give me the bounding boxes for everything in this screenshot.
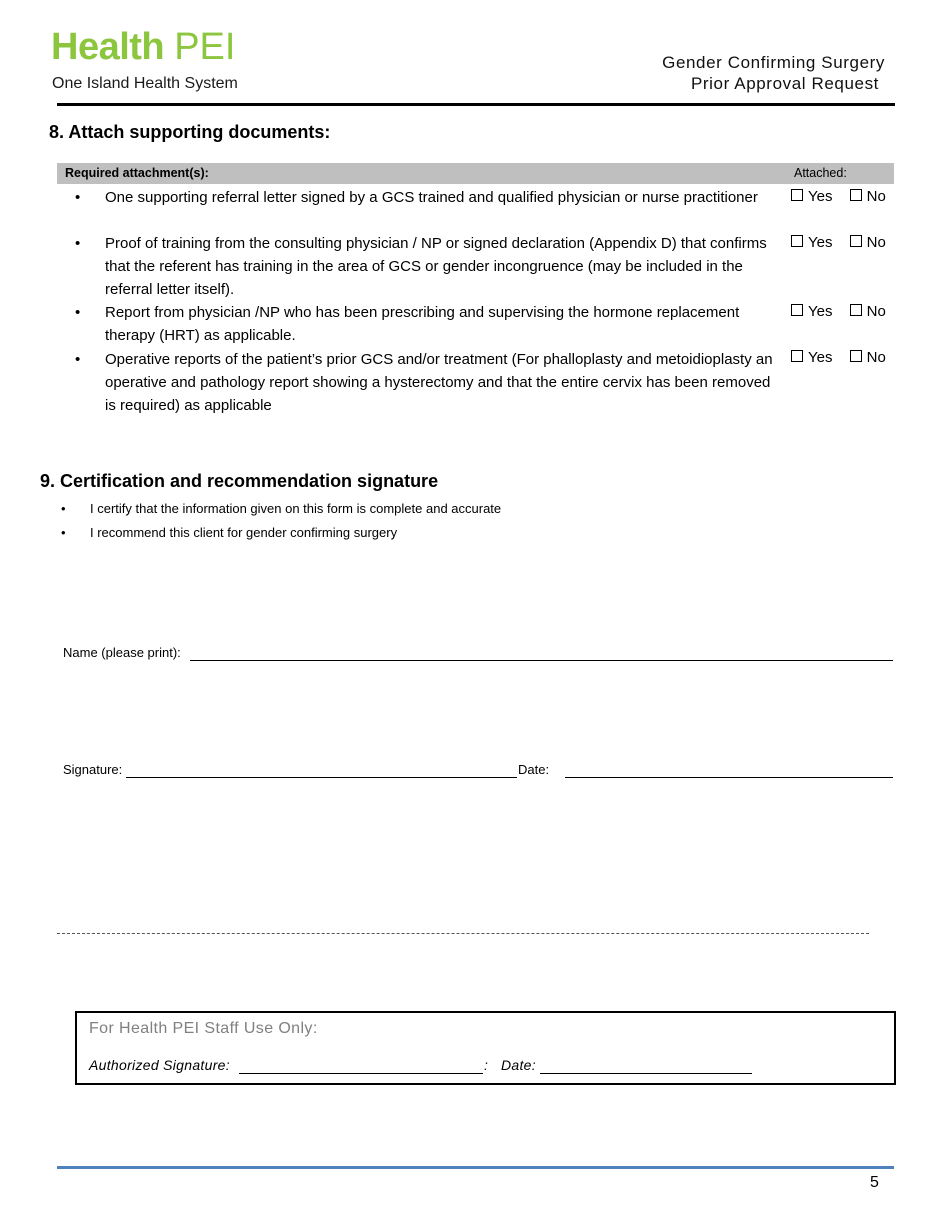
logo-subtitle: One Island Health System — [52, 75, 238, 92]
section-9-title: 9. Certification and recommendation signature — [40, 471, 439, 491]
yes-checkbox[interactable] — [791, 235, 803, 247]
bullet: • — [75, 189, 81, 206]
no-option[interactable] — [850, 349, 886, 367]
bullet: • — [75, 235, 81, 252]
attachment-item-hrt-report — [75, 301, 765, 347]
logo — [51, 28, 235, 66]
attachment-item-text: One supporting referral letter signed by a GCS trained and qualified physician or nurse practitioner — [105, 189, 758, 206]
yes-option[interactable] — [791, 234, 832, 252]
document-title: Gender Confirming Surgery — [662, 53, 885, 72]
name-input[interactable] — [190, 660, 893, 661]
staff-date-label: Date: — [501, 1057, 536, 1073]
bullet: • — [61, 525, 66, 540]
no-label: No — [866, 234, 886, 251]
footer-divider — [57, 1166, 894, 1169]
yes-label: Yes — [808, 188, 833, 205]
no-option[interactable] — [850, 303, 886, 321]
no-label: No — [866, 303, 886, 320]
date-label: Date: — [518, 762, 550, 777]
signature-input[interactable] — [126, 777, 517, 778]
document-subtitle: Prior Approval Request — [690, 74, 879, 93]
staff-use-box — [75, 1011, 896, 1085]
header-divider — [57, 103, 895, 106]
no-label: No — [866, 188, 886, 205]
no-label: No — [866, 349, 886, 366]
staff-use-title: For Health PEI Staff Use Only: — [89, 1020, 318, 1037]
attachment-item-operative-reports — [75, 348, 773, 417]
signature-label: Signature: — [63, 762, 123, 777]
yes-checkbox[interactable] — [791, 350, 803, 362]
logo-health: Health — [51, 26, 165, 68]
no-option[interactable] — [850, 234, 886, 252]
yes-label: Yes — [808, 303, 833, 320]
yes-label: Yes — [808, 234, 833, 251]
yes-option[interactable] — [791, 188, 832, 206]
attachment-item-text: Operative reports of the patient’s prior GCS and/or treatment (For phalloplasty and metoidioplasty an operative and pathology report showing a hysterectomy and that the entire cervix has been removed is required) as applicable — [105, 351, 773, 414]
no-checkbox[interactable] — [850, 304, 862, 316]
attachment-item-text: Report from physician /NP who has been prescribing and supervising the hormone replacement therapy (HRT) as applicable. — [105, 304, 740, 344]
no-option[interactable] — [850, 188, 886, 206]
yes-option[interactable] — [791, 349, 832, 367]
date-input[interactable] — [565, 777, 893, 778]
authorized-signature-input[interactable] — [239, 1073, 483, 1074]
attachment-item-proof-of-training — [75, 232, 765, 301]
logo-pei: PEI — [174, 26, 236, 68]
required-attachments-heading: Required attachment(s): — [65, 166, 209, 180]
bullet: • — [75, 304, 81, 321]
certification-text: I certify that the information given on this form is complete and accurate — [90, 501, 502, 516]
recommendation-text: I recommend this client for gender confirming surgery — [90, 525, 398, 540]
name-label: Name (please print): — [63, 645, 181, 660]
attachment-item-referral-letter — [75, 186, 765, 232]
no-checkbox[interactable] — [850, 350, 862, 362]
no-checkbox[interactable] — [850, 235, 862, 247]
staff-date-input[interactable] — [540, 1073, 752, 1074]
bullet: • — [75, 351, 81, 368]
cut-line-divider — [57, 933, 869, 934]
attached-choice — [791, 188, 886, 206]
attached-heading: Attached: — [794, 166, 847, 180]
attached-choice — [791, 234, 886, 252]
attachments-table-header — [57, 163, 894, 184]
bullet: • — [61, 501, 66, 516]
yes-label: Yes — [808, 349, 833, 366]
separator-colon: : — [484, 1057, 488, 1073]
attached-choice — [791, 349, 886, 367]
authorized-signature-label: Authorized Signature: — [89, 1057, 230, 1073]
yes-option[interactable] — [791, 303, 832, 321]
section-8-title: 8. Attach supporting documents: — [49, 122, 331, 142]
page-number: 5 — [870, 1174, 879, 1191]
yes-checkbox[interactable] — [791, 304, 803, 316]
attachment-item-text: Proof of training from the consulting physician / NP or signed declaration (Appendix D) that confirms that the referent has training in the area of GCS or gender incongruence (may be included in the referral letter itself). — [105, 235, 767, 298]
no-checkbox[interactable] — [850, 189, 862, 201]
yes-checkbox[interactable] — [791, 189, 803, 201]
attached-choice — [791, 303, 886, 321]
